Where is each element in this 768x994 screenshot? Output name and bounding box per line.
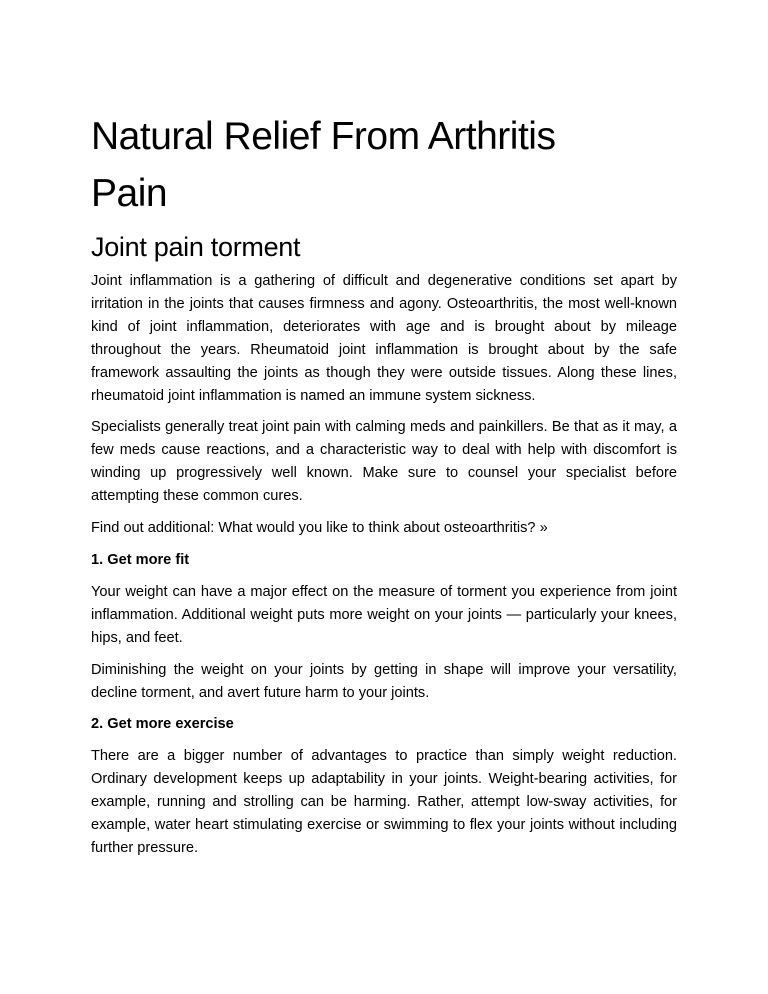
step-1-paragraph-1: Your weight can have a major effect on the measure of torment you experience from joint inflammation. Additional weight puts more weight on your joints — particularly your knees, hips, and feet. [91, 583, 677, 646]
specialists-paragraph: Specialists generally treat joint pain with calming meds and painkillers. Be that as it may, a few meds cause reactions, and a characteristic way to deal with help with discomfort is winding up progressively well known. Make sure to counsel your specialist before attempting these common cures. [91, 419, 677, 505]
section-subtitle: Joint pain torment [91, 232, 301, 262]
step-heading-exercise: 2. Get more exercise [91, 716, 234, 733]
find-out-link[interactable]: Find out additional: What would you like to think about osteoarthritis? » [91, 520, 548, 537]
document-title [91, 108, 677, 222]
document-title-line1: Natural Relief From Arthritis [91, 115, 556, 158]
step-2-paragraph-1: There are a bigger number of advantages to practice than simply weight reduction. Ordinary development keeps up adaptability in your joints. Weight-bearing activities, for example, running and strolling can be harming. Rather, attempt low-sway activities, for example, water heart stimulating exercise or swimming to flex your joints without including further pressure. [91, 748, 677, 856]
step-heading-get-fit: 1. Get more fit [91, 551, 190, 568]
document-title-line2: Pain [91, 172, 168, 215]
intro-paragraph: Joint inflammation is a gathering of difficult and degenerative conditions set apart by irritation in the joints that causes firmness and agony. Osteoarthritis, the most well-known kind of joint inflammation, deteriorates with age and is brought about by mileage throughout the years. Rheumatoid joint inflammation is brought about by the safe framework assaulting the joints as though they were outside tissues. Along these lines, rheumatoid joint inflammation is named an immune system sickness. [91, 273, 677, 404]
step-1-paragraph-2: Diminishing the weight on your joints by getting in shape will improve your versatility, decline torment, and avert future harm to your joints. [91, 661, 677, 701]
